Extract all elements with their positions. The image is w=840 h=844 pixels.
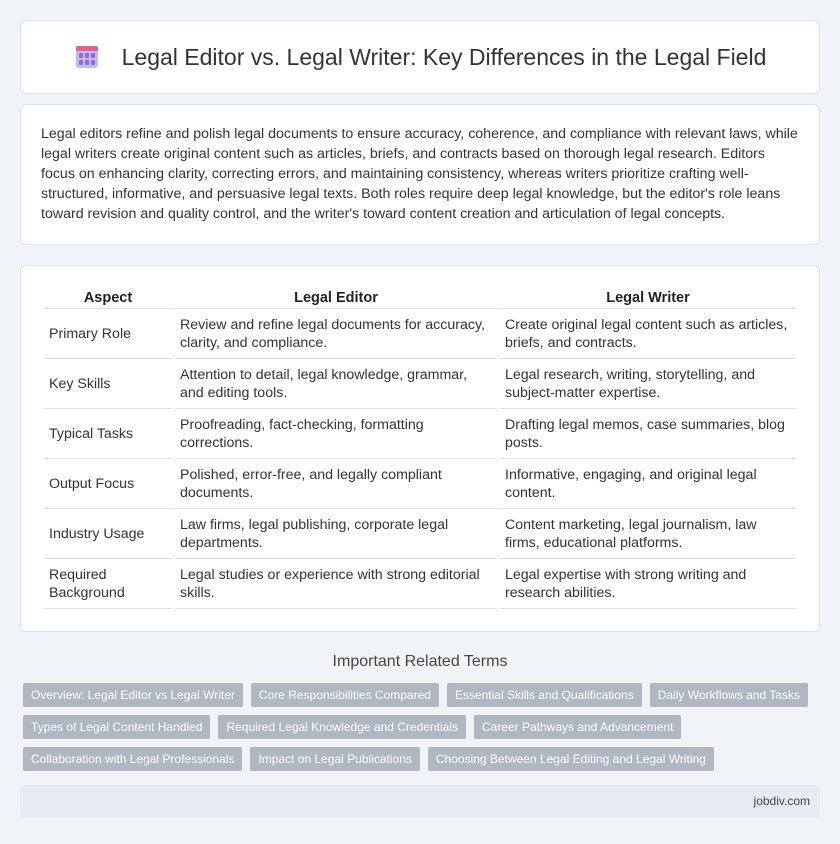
row-writer: Drafting legal memos, case summaries, blog posts. [500,409,796,459]
comparison-table-card [20,265,820,632]
related-term-tag[interactable]: Career Pathways and Advancement [474,715,681,739]
related-term-tag[interactable]: Types of Legal Content Handled [23,715,210,739]
row-writer: Legal research, writing, storytelling, and subject-matter expertise. [500,359,796,409]
page-title: Legal Editor vs. Legal Writer: Key Differences in the Legal Field [121,43,767,70]
related-term-tag[interactable]: Required Legal Knowledge and Credentials [218,715,466,739]
row-editor: Legal studies or experience with strong editorial skills. [175,559,497,609]
header-aspect: Aspect [44,286,172,309]
row-writer: Informative, engaging, and original legal content. [500,459,796,509]
table-row [44,509,796,559]
calendar-grid-icon [74,44,100,70]
related-term-tag[interactable]: Overview: Legal Editor vs Legal Writer [23,683,243,707]
intro-card [20,104,820,245]
table-row [44,559,796,609]
header-legal-writer: Legal Writer [500,286,796,309]
related-term-tag[interactable]: Impact on Legal Publications [250,747,419,771]
related-term-tag[interactable]: Choosing Between Legal Editing and Legal Writing [428,747,714,771]
intro-text: Legal editors refine and polish legal documents to ensure accuracy, coherence, and compliance with relevant laws, while legal writers create original content such as articles, briefs, and contracts based on thorough legal research. Editors focus on enhancing clarity, correcting errors, and maintaining consistency, whereas writers prioritize crafting well-structured, informative, and persuasive legal texts. Both roles require deep legal knowledge, but the editor's role leans toward revision and quality control, and the writer's toward content creation and articulation of legal concepts. [41,126,798,222]
row-editor: Polished, error-free, and legally compliant documents. [175,459,497,509]
row-writer: Legal expertise with strong writing and research abilities. [500,559,796,609]
row-aspect: Primary Role [44,309,172,359]
row-aspect: Required Background [44,559,172,609]
comparison-table [41,286,799,609]
table-row [44,459,796,509]
row-editor: Review and refine legal documents for accuracy, clarity, and compliance. [175,309,497,359]
table-row [44,309,796,359]
header-legal-editor: Legal Editor [175,286,497,309]
table-header-row [44,286,796,309]
related-terms-list [20,683,820,771]
related-terms-title: Important Related Terms [332,653,508,670]
table-row [44,359,796,409]
related-term-tag[interactable]: Daily Workflows and Tasks [650,683,808,707]
row-aspect: Key Skills [44,359,172,409]
row-writer: Content marketing, legal journalism, law firms, educational platforms. [500,509,796,559]
footer-site-link[interactable]: jobdiv.com [753,794,810,808]
row-aspect: Output Focus [44,459,172,509]
row-aspect: Industry Usage [44,509,172,559]
row-editor: Law firms, legal publishing, corporate legal departments. [175,509,497,559]
row-aspect: Typical Tasks [44,409,172,459]
related-term-tag[interactable]: Essential Skills and Qualifications [447,683,642,707]
related-term-tag[interactable]: Core Responsibilities Compared [251,683,439,707]
row-editor: Attention to detail, legal knowledge, grammar, and editing tools. [175,359,497,409]
table-row [44,409,796,459]
row-editor: Proofreading, fact-checking, formatting corrections. [175,409,497,459]
footer [20,785,820,817]
row-writer: Create original legal content such as articles, briefs, and contracts. [500,309,796,359]
header-card [20,20,820,94]
related-term-tag[interactable]: Collaboration with Legal Professionals [23,747,242,771]
